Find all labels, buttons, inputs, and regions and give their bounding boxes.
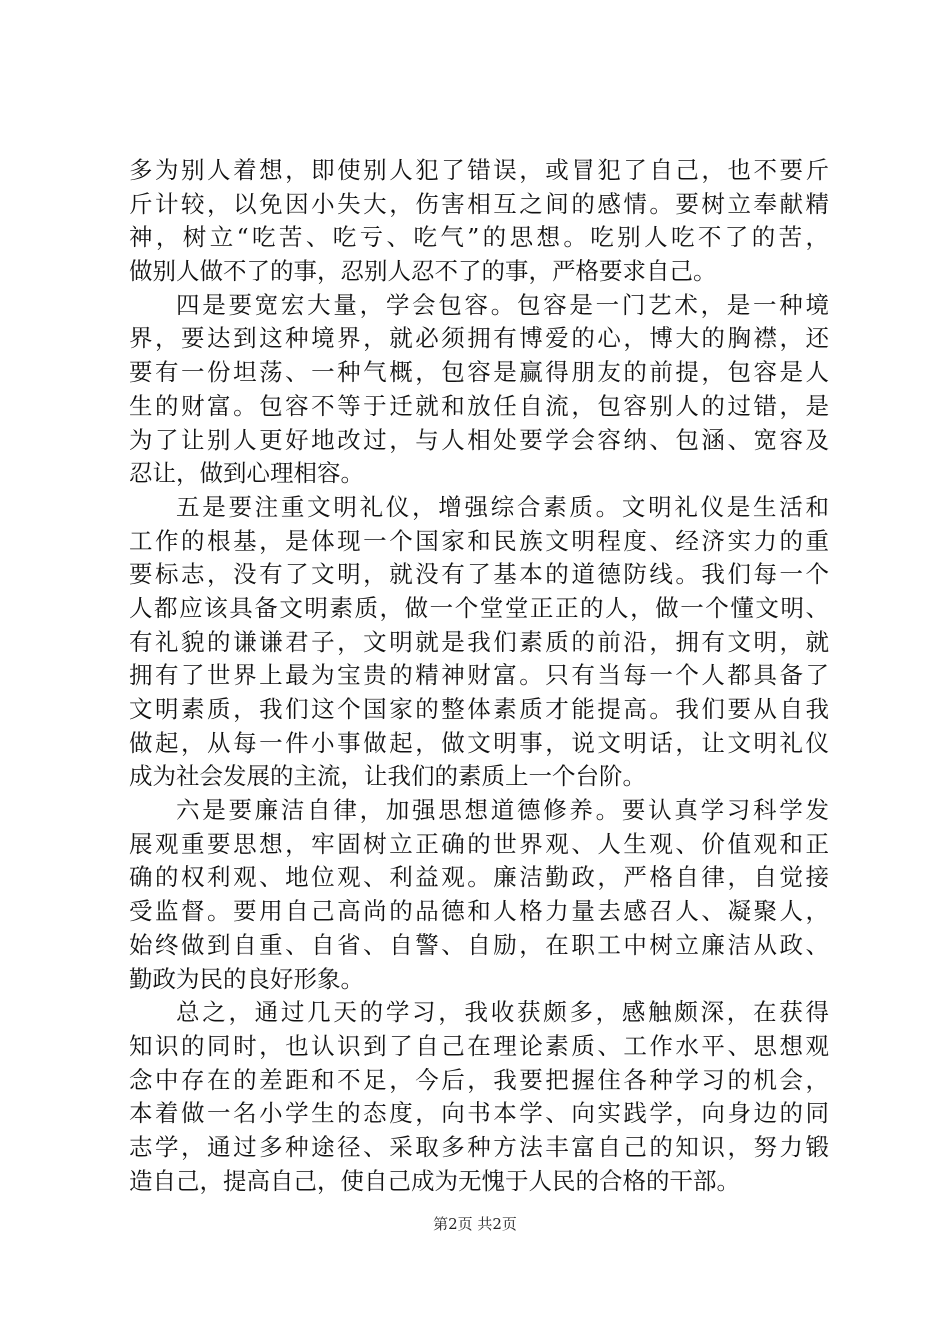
text-line: 展观重要思想，牢固树立正确的世界观、人生观、价值观和正 [129, 829, 829, 858]
text-line: 生的财富。包容不等于迁就和放任自流，包容别人的过错，是 [129, 391, 829, 420]
text-line: 志学，通过多种途径、采取多种方法丰富自己的知识，努力锻 [129, 1132, 829, 1161]
text-line: 神，树立“吃苦、吃亏、吃气”的思想。吃别人吃不了的苦， [129, 223, 829, 252]
text-line: 知识的同时，也认识到了自己在理论素质、工作水平、思想观 [129, 1031, 829, 1060]
body-text [129, 154, 829, 1198]
text-line: 念中存在的差距和不足，今后，我要把握住各种学习的机会， [129, 1065, 829, 1094]
text-line: 有礼貌的谦谦君子，文明就是我们素质的前沿，拥有文明，就 [129, 627, 829, 656]
text-line: 斤计较，以免因小失大，伤害相互之间的感情。要树立奉献精 [129, 189, 829, 218]
text-line: 受监督。要用自己高尚的品德和人格力量去感召人、凝聚人， [129, 897, 829, 926]
paragraph-start-line: 四是要宽宏大量，学会包容。包容是一门艺术，是一种境 [176, 290, 829, 319]
text-line: 工作的根基，是体现一个国家和民族文明程度、经济实力的重 [129, 526, 829, 555]
text-line: 做起，从每一件小事做起，做文明事，说文明话，让文明礼仪 [129, 728, 829, 757]
text-line: 成为社会发展的主流，让我们的素质上一个台阶。 [129, 762, 646, 791]
text-line: 做别人做不了的事，忍别人忍不了的事，严格要求自己。 [129, 257, 717, 286]
text-line: 忍让，做到心理相容。 [129, 459, 364, 488]
text-line: 确的权利观、地位观、利益观。廉洁勤政，严格自律，自觉接 [129, 863, 829, 892]
text-line: 勤政为民的良好形象。 [129, 964, 364, 993]
text-line: 拥有了世界上最为宝贵的精神财富。只有当每一个人都具备了 [129, 661, 829, 690]
text-line: 造自己，提高自己，使自己成为无愧于人民的合格的干部。 [129, 1166, 740, 1195]
text-line: 要有一份坦荡、一种气概，包容是赢得朋友的前提，包容是人 [129, 358, 829, 387]
text-line: 界，要达到这种境界，就必须拥有博爱的心，博大的胸襟，还 [129, 324, 829, 353]
text-line: 人都应该具备文明素质，做一个堂堂正正的人，做一个懂文明、 [129, 593, 829, 622]
text-line: 文明素质，我们这个国家的整体素质才能提高。我们要从自我 [129, 695, 829, 723]
paragraph-start-line: 总之，通过几天的学习，我收获颇多，感触颇深，在获得 [176, 998, 829, 1027]
paragraph-start-line: 六是要廉洁自律，加强思想道德修养。要认真学习科学发 [176, 796, 829, 825]
paragraph-start-line: 五是要注重文明礼仪，增强综合素质。文明礼仪是生活和 [176, 492, 829, 521]
text-line: 要标志，没有了文明，就没有了基本的道德防线。我们每一个 [129, 560, 829, 589]
text-line: 为了让别人更好地改过，与人相处要学会容纳、包涵、宽容及 [129, 425, 829, 454]
text-line: 本着做一名小学生的态度，向书本学、向实践学，向身边的同 [129, 1099, 829, 1128]
page-footer: 第2页 共2页 [433, 1215, 517, 1233]
text-line: 始终做到自重、自省、自警、自励，在职工中树立廉洁从政、 [129, 930, 829, 959]
text-line: 多为别人着想，即使别人犯了错误，或冒犯了自己，也不要斤 [129, 156, 829, 184]
